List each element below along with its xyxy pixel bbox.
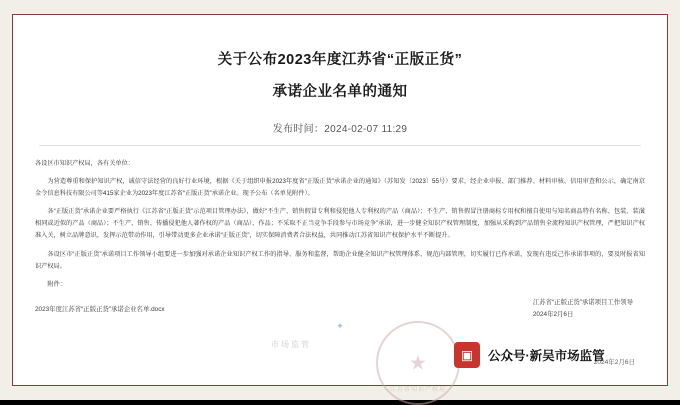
publish-time-label: 发布时间： xyxy=(272,123,325,135)
publish-time-value: 2024-02-07 11:29 xyxy=(324,123,408,135)
attachment-file-link[interactable]: 2023年度江苏省“正版正货”承诺企业名单.docx xyxy=(35,305,165,313)
watermark-text: 市场监管 xyxy=(271,340,311,349)
publish-time xyxy=(21,120,659,135)
account-prefix: 公众号· xyxy=(488,349,530,363)
attachment-label: 附件： xyxy=(47,280,66,288)
document-paragraphs xyxy=(35,158,645,273)
signature-org: 江苏省“正版正货”承诺项目工作领导 xyxy=(532,299,633,306)
paragraph-3: 各设区市“正版正货”承诺项目工作领导小组要进一步加强对承诺企业知识产权工作的指导、服务和监督，帮助企业健全知识产权管理体系、规范内部管理，切实履行已作承诺，发现有违反己作承诺事项的，要及时报省知识产权局。 xyxy=(35,250,645,270)
account-name: 新吴市场监管 xyxy=(529,349,605,363)
wechat-qr-icon[interactable] xyxy=(454,342,480,368)
inner-date-stamp: 2024年2月6日 xyxy=(593,359,635,366)
paragraph-salutation: 各设区市知识产权局，各有关单位： xyxy=(35,159,134,167)
account-label xyxy=(488,346,605,364)
account-bar xyxy=(12,328,668,382)
loading-spinner-icon: ✦ xyxy=(336,321,344,331)
divider xyxy=(39,145,641,146)
title-line-1: 关于公布2023年度江苏省“正版正货” xyxy=(217,52,463,68)
title-line-2: 承诺企业名单的通知 xyxy=(272,84,408,101)
signature-date: 2024年2月6日 xyxy=(532,311,574,319)
page-title xyxy=(21,49,659,104)
seal-text: 江苏省知识产权局 xyxy=(389,387,446,393)
seal-star-icon: ★ xyxy=(409,352,427,375)
paragraph-2: 各“正版正货”承诺企业要严格执行《江苏省“正版正货”示范项目管理办法》，做好“不生产、销售假冒专利和侵犯他人专利权的产品（商品）；不生产、销售假冒注册商标专用权和擅自使用与知名商品特有名称、包装、装潢相同或近似的产品（商品）；不生产、销售、传播侵犯他人著作权的产品（商品）、作品；不采取不正当竞争手段参与市场竞争”承诺，进一步健全知识产权管理制度，加强从采购到产品销售全流程知识产权管理，严把知识产权准入关，树立品牌意识，发挥示范带动作用，引导带动更多企业承诺“正版正货”，切实保障消费者合法权益，共同推动江苏省知识产权保护水平不断提升。 xyxy=(35,208,645,240)
qr-glyph: ▣ xyxy=(460,347,474,363)
signature-block xyxy=(533,297,633,321)
paragraph-1: 为营造尊重和保护知识产权，诚信守法经营的良好行业环境，根据《关于组织申报2023年度省“正版正货”承诺企业的通知》（苏知发〔2023〕55号）要求，经企业申报、部门推荐、材料审核、信用审查和公示，确定南京金令信息科技有限公司等415家企业为2023年度江苏省“正版正货”承诺企业。现予公布（名单见附件）。 xyxy=(35,178,645,198)
